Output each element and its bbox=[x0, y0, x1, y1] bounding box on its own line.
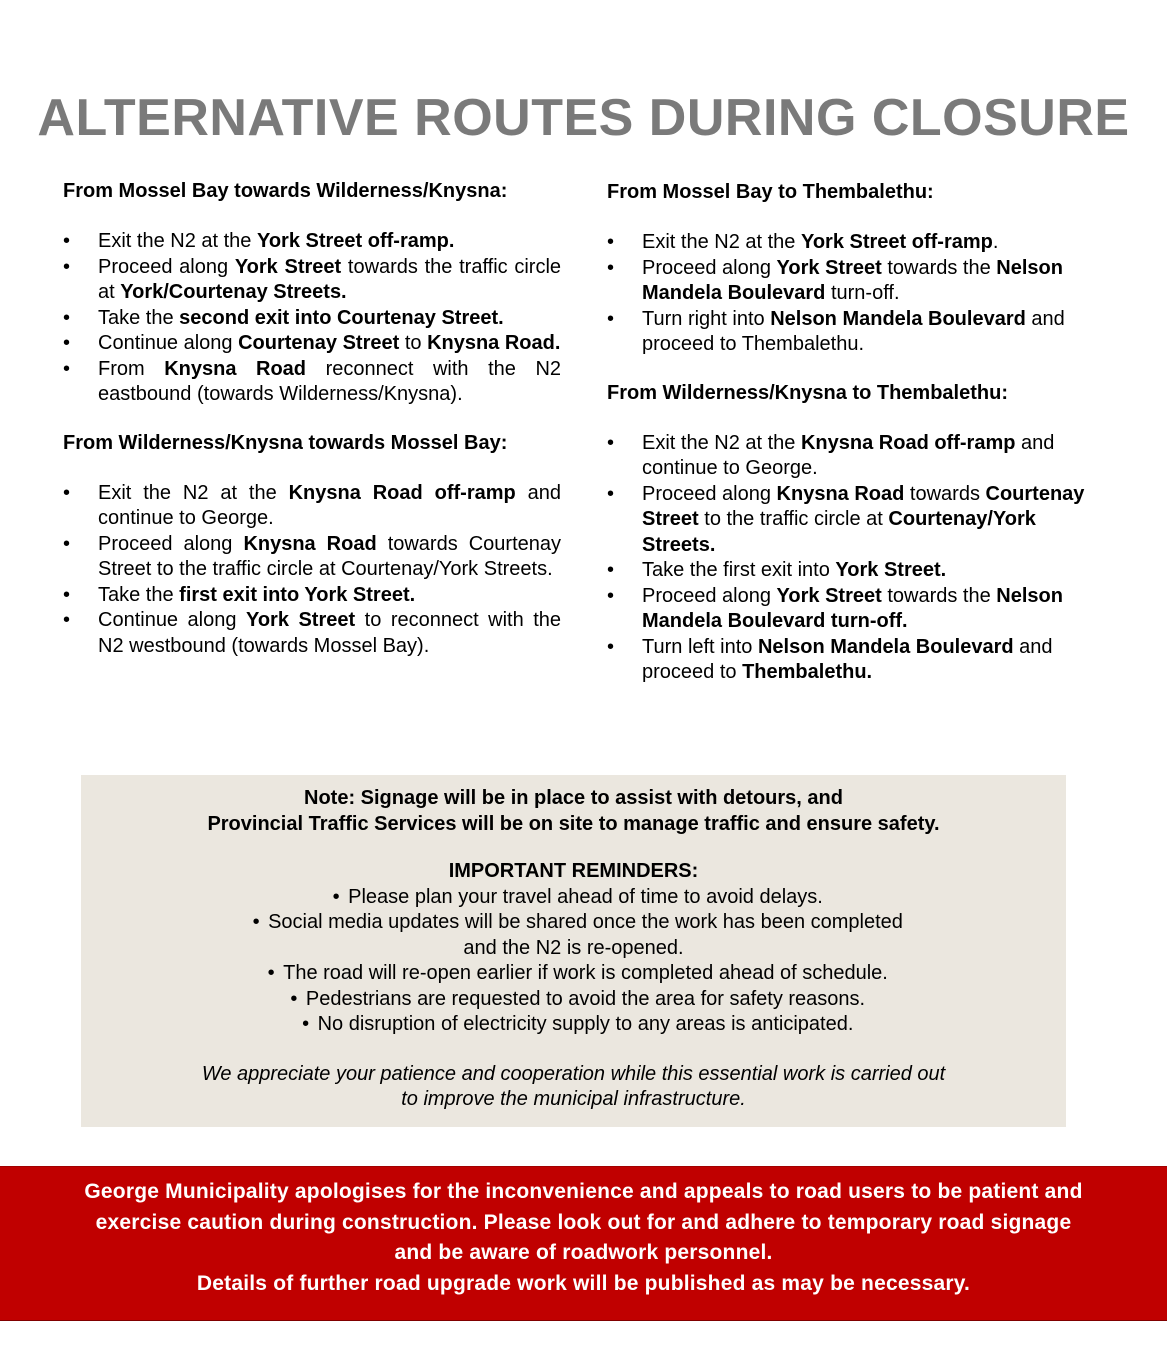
route-step bbox=[607, 256, 1104, 307]
route-step-text: towards the traffic circle at bbox=[98, 255, 562, 303]
reminder-item bbox=[81, 910, 1066, 961]
route-step-bold-text: York Street. bbox=[835, 559, 947, 581]
route-step-text: Exit the N2 at the bbox=[98, 230, 257, 252]
note-line: Provincial Traffic Services will be on site to manage traffic and ensure safety. bbox=[207, 812, 940, 835]
route-step bbox=[607, 482, 1104, 559]
route-step bbox=[63, 532, 561, 583]
reminder-item bbox=[81, 987, 1066, 1013]
route-step-text: to bbox=[399, 332, 428, 354]
bullet-icon: • bbox=[302, 1013, 310, 1035]
reminder-text: and the N2 is re-opened. bbox=[463, 936, 684, 959]
banner-line: George Municipality apologises for the inconvenience and appeals to road users to be patient and bbox=[84, 1180, 1083, 1203]
route-step-bold-text: Nelson Mandela Boulevard turn-off. bbox=[642, 584, 1063, 632]
route-steps-list bbox=[63, 481, 561, 660]
route-step-text: turn-off. bbox=[825, 282, 900, 304]
route-step-text: Proceed along bbox=[642, 256, 777, 279]
route-step-text: towards the bbox=[881, 256, 997, 279]
bullet-icon: • bbox=[267, 962, 275, 984]
banner-line: exercise caution during construction. Please look out for and adhere to temporary road signage bbox=[95, 1210, 1072, 1234]
route-step-bold-text: Courtenay Street bbox=[238, 332, 400, 354]
route-step-bold-text: York Street bbox=[776, 256, 882, 279]
route-step-text: Turn right into bbox=[642, 307, 771, 330]
apology-banner bbox=[0, 1166, 1167, 1321]
route-step-bold-text: Nelson Mandela Boulevard bbox=[642, 256, 1063, 304]
route-step-bold-text: Knysna Road bbox=[776, 482, 905, 505]
appreciation-text bbox=[81, 1062, 1066, 1113]
route-step bbox=[607, 307, 1104, 358]
route-step bbox=[63, 608, 561, 659]
note-box bbox=[81, 775, 1066, 1127]
reminder-item bbox=[81, 1012, 1066, 1038]
banner-line: Details of further road upgrade work will be published as may be necessary. bbox=[196, 1271, 971, 1295]
route-step-text: Exit the N2 at the bbox=[98, 481, 289, 504]
route-step bbox=[63, 255, 561, 306]
route-step-text: Proceed along bbox=[98, 255, 235, 278]
route-step bbox=[63, 229, 561, 255]
bullet-icon: • bbox=[252, 911, 260, 933]
route-step-text: Proceed along bbox=[642, 584, 777, 607]
route-step-text: reconnect with the N2 eastbound (towards Wilderness/Knysna). bbox=[98, 357, 562, 405]
route-step-text: and proceed to Thembalethu. bbox=[642, 307, 1065, 355]
route-step-text: Exit the N2 at the bbox=[642, 231, 801, 253]
route-step-text: . bbox=[992, 231, 999, 253]
bullet-icon: • bbox=[332, 885, 340, 908]
route-step-bold-text: York Street bbox=[234, 255, 342, 278]
route-step-text: to the traffic circle at bbox=[698, 508, 889, 530]
route-step-bold-text: Knysna Road bbox=[243, 532, 377, 555]
route-step-text: Take the first exit into bbox=[642, 559, 836, 581]
reminders-title: IMPORTANT REMINDERS: bbox=[448, 860, 699, 882]
route-step-bold-text: Nelson Mandela Boulevard bbox=[770, 307, 1026, 330]
section-heading-wilderness-to-mossel: From Wilderness/Knysna towards Mossel Bay: bbox=[63, 431, 508, 454]
route-step-text: Turn left into bbox=[642, 635, 758, 658]
route-step bbox=[63, 481, 561, 532]
route-step-bold-text: Courtenay Street bbox=[642, 482, 1085, 530]
route-step-text: and continue to George. bbox=[642, 431, 1055, 479]
route-step-bold-text: York Street off-ramp bbox=[800, 231, 993, 253]
route-step-bold-text: York Street off-ramp. bbox=[256, 230, 455, 252]
route-step-text: Proceed along bbox=[642, 482, 777, 505]
appreciation-line: to improve the municipal infrastructure. bbox=[401, 1088, 746, 1110]
section-heading-wilderness-to-thembalethu: From Wilderness/Knysna to Thembalethu: bbox=[607, 381, 1008, 404]
route-step-text: to reconnect with the N2 westbound (towards Mossel Bay). bbox=[98, 609, 562, 657]
route-step bbox=[63, 357, 561, 408]
bullet-icon: • bbox=[290, 987, 298, 1010]
route-step-bold-text: second exit into Courtenay Street. bbox=[179, 306, 504, 329]
route-step bbox=[607, 431, 1104, 482]
route-step-bold-text: Courtenay/York Streets. bbox=[642, 508, 1036, 556]
reminder-item bbox=[81, 961, 1066, 987]
route-step bbox=[63, 306, 561, 332]
reminder-text: Please plan your travel ahead of time to avoid delays. bbox=[348, 885, 823, 908]
page-title: ALTERNATIVE ROUTES DURING CLOSURE bbox=[37, 89, 1130, 147]
route-step-text: Take the bbox=[98, 306, 180, 329]
left-column bbox=[63, 178, 561, 681]
route-step-bold-text: Knysna Road off-ramp bbox=[800, 431, 1016, 454]
route-step-bold-text: Knysna Road. bbox=[427, 332, 561, 354]
route-step-bold-text: Thembalethu. bbox=[742, 661, 873, 683]
route-step-text: and proceed to bbox=[642, 635, 1053, 683]
route-step bbox=[63, 583, 561, 609]
reminder-text: Pedestrians are requested to avoid the area for safety reasons. bbox=[305, 987, 866, 1010]
reminder-text: Social media updates will be shared once the work has been completed bbox=[268, 911, 903, 933]
route-steps-list bbox=[607, 431, 1104, 686]
route-step-text: and continue to George. bbox=[98, 481, 561, 529]
banner-line: and be aware of roadwork personnel. bbox=[394, 1241, 773, 1264]
route-steps-list bbox=[63, 229, 561, 408]
section-heading-mossel-to-wilderness: From Mossel Bay towards Wilderness/Knysna: bbox=[63, 180, 508, 202]
route-step-bold-text: York/Courtenay Streets. bbox=[120, 281, 347, 303]
reminders-list bbox=[81, 885, 1066, 1038]
right-column bbox=[607, 179, 1104, 708]
section-heading-mossel-to-thembalethu: From Mossel Bay to Thembalethu: bbox=[607, 181, 934, 203]
route-step-bold-text: Nelson Mandela Boulevard bbox=[757, 635, 1014, 658]
route-step bbox=[63, 331, 561, 357]
route-step-text: towards the bbox=[881, 584, 997, 607]
route-step-bold-text: first exit into York Street. bbox=[179, 583, 416, 606]
route-step-text: Exit the N2 at the bbox=[642, 431, 801, 454]
route-step-text: towards bbox=[904, 482, 986, 505]
route-step-text: Continue along bbox=[98, 609, 246, 631]
route-step bbox=[607, 558, 1104, 584]
reminder-text: The road will re-open earlier if work is completed ahead of schedule. bbox=[283, 962, 888, 984]
route-step-text: From bbox=[98, 357, 165, 380]
route-step-bold-text: Knysna Road bbox=[164, 357, 307, 380]
route-step-bold-text: York Street bbox=[245, 609, 356, 631]
note-line: Note: Signage will be in place to assist with detours, and bbox=[304, 787, 843, 809]
reminder-item bbox=[81, 885, 1066, 911]
route-step-text: Proceed along bbox=[98, 532, 244, 555]
route-step-text: Continue along bbox=[98, 332, 239, 354]
route-step bbox=[607, 635, 1104, 686]
route-step-text: Take the bbox=[98, 583, 180, 606]
route-steps-list bbox=[607, 230, 1104, 358]
route-step bbox=[607, 584, 1104, 635]
route-step-bold-text: Knysna Road off-ramp bbox=[288, 481, 516, 504]
route-step bbox=[607, 230, 1104, 256]
reminder-text: No disruption of electricity supply to any areas is anticipated. bbox=[317, 1013, 854, 1035]
route-step-text: towards Courtenay Street to the traffic circle at Courtenay/York Streets. bbox=[98, 532, 561, 580]
appreciation-line: We appreciate your patience and cooperation while this essential work is carried out bbox=[201, 1062, 946, 1085]
route-step-bold-text: York Street bbox=[776, 584, 882, 607]
